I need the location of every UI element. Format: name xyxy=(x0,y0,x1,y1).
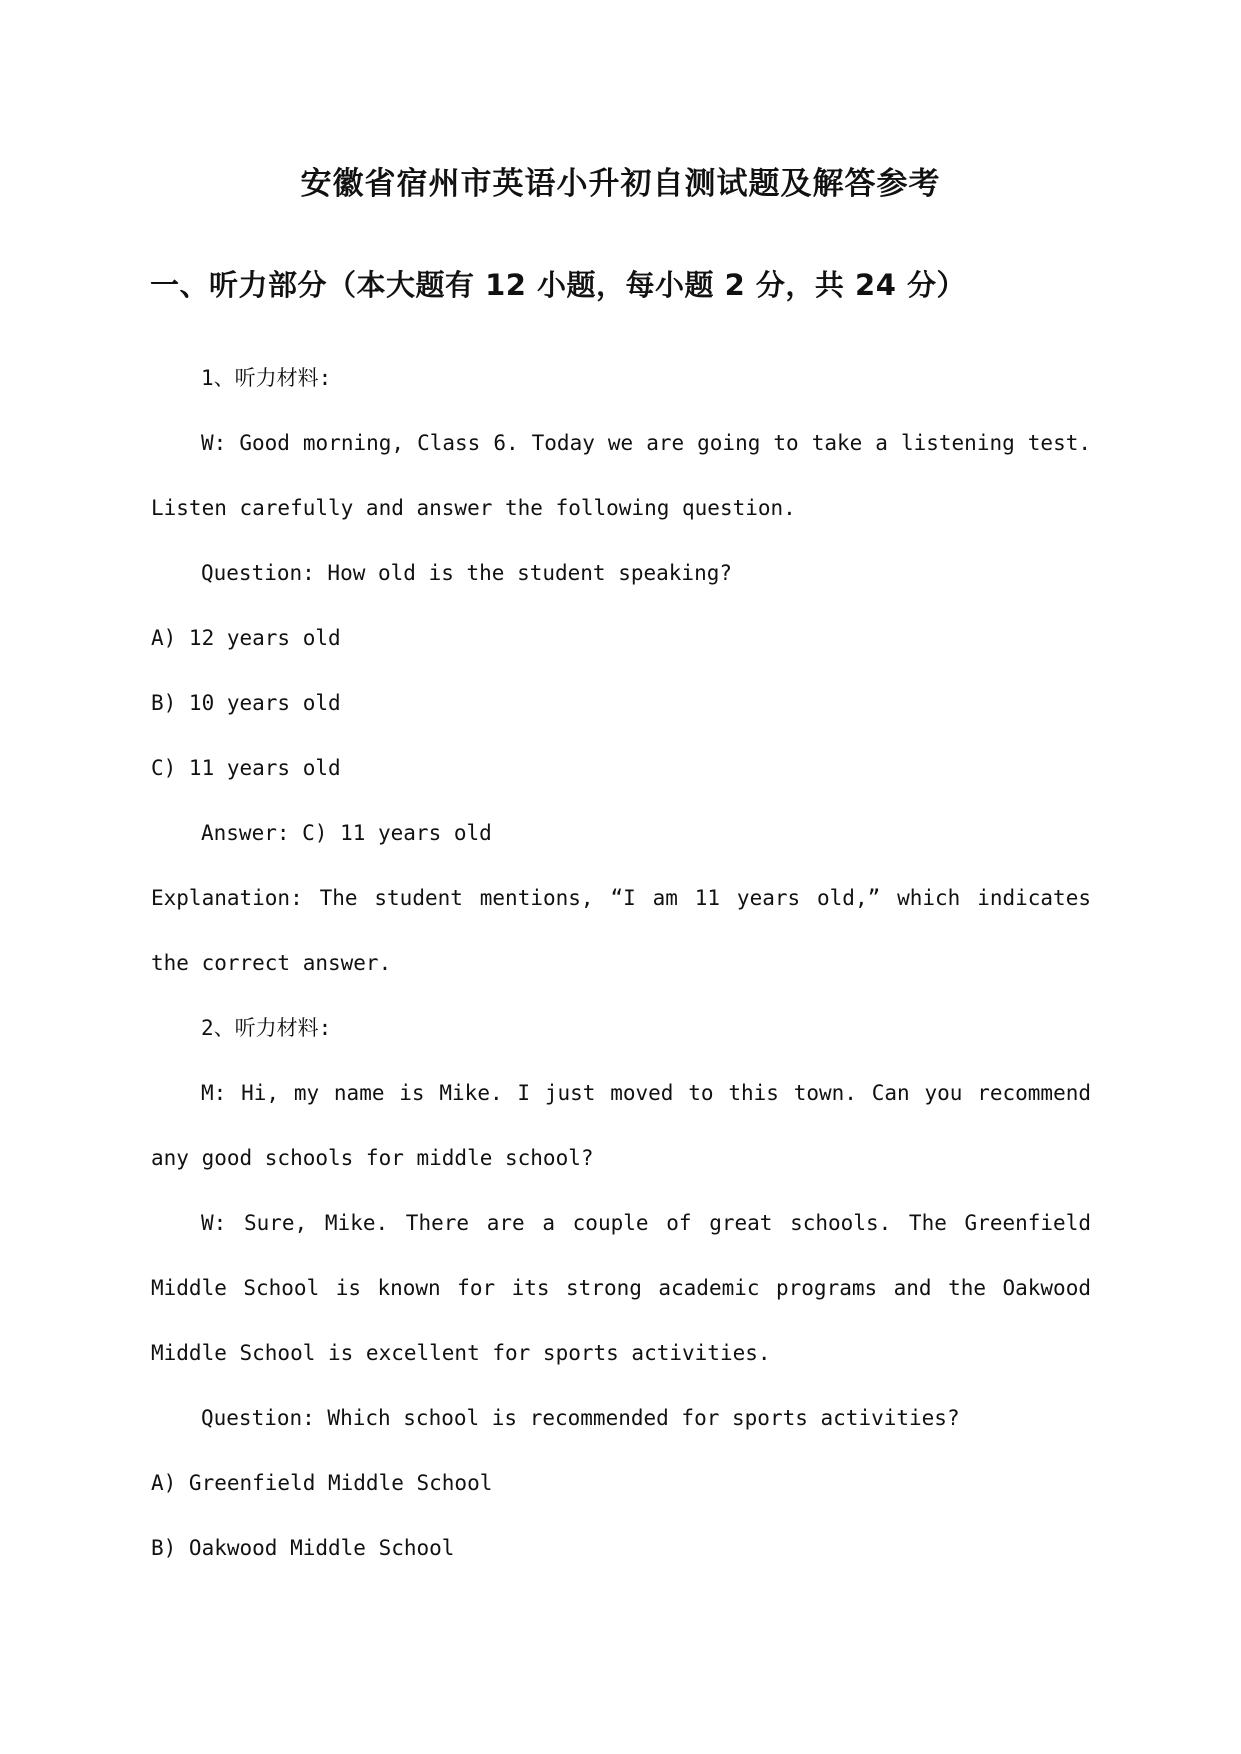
question-2-dialogue-w: W: Sure, Mike. There are a couple of great schools. The Greenfield Middle School is known for its strong academic programs and the Oakwood Middle School is excellent for sports activities. xyxy=(151,1211,1091,1365)
question-2-prompt: Question: Which school is recommended for sports activities? xyxy=(201,1406,960,1430)
question-1-prompt: Question: How old is the student speaking? xyxy=(201,561,733,585)
question-1-material-label: 1、听力材料: xyxy=(201,366,332,390)
question-1-option-c: C) 11 years old xyxy=(151,756,341,780)
question-2-dialogue-m: M: Hi, my name is Mike. I just moved to this town. Can you recommend any good schools for middle school? xyxy=(151,1081,1091,1170)
document-title: 安徽省宿州市英语小升初自测试题及解答参考 xyxy=(300,166,941,202)
question-1-dialogue: W: Good morning, Class 6. Today we are going to take a listening test. Listen carefully and answer the following question. xyxy=(151,431,1091,520)
question-2-material-label: 2、听力材料: xyxy=(201,1016,332,1040)
section-heading-listening: 一、听力部分（本大题有 12 小题，每小题 2 分，共 24 分） xyxy=(150,268,966,302)
question-2-option-b: B) Oakwood Middle School xyxy=(151,1536,455,1560)
question-1-answer: Answer: C) 11 years old xyxy=(201,821,492,845)
question-2-option-a: A) Greenfield Middle School xyxy=(151,1471,493,1495)
document-body xyxy=(151,346,1091,1581)
question-1-explanation: Explanation: The student mentions, “I am 11 years old,” which indicates the correct answer. xyxy=(151,886,1091,975)
question-1-option-a: A) 12 years old xyxy=(151,626,341,650)
question-1-option-b: B) 10 years old xyxy=(151,691,341,715)
